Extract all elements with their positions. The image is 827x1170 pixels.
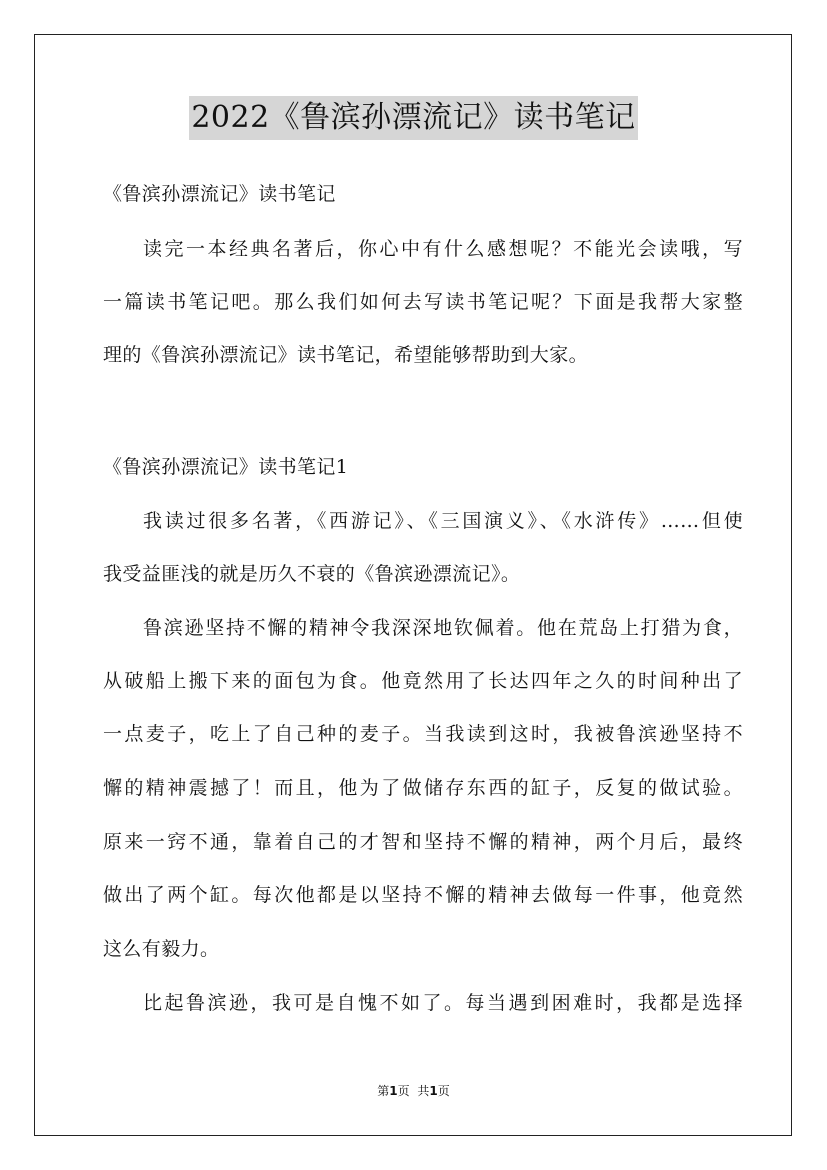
paragraph-line: 懈的精神震撼了！而且，他为了做储存东西的缸子，反复的做试验。 — [103, 777, 743, 799]
paragraph-line: 读完一本经典名著后，你心中有什么感想呢？不能光会读哦，写 — [143, 238, 743, 260]
paragraph-line: 从破船上搬下来的面包为食。他竟然用了长达四年之久的时间种出了 — [103, 670, 743, 692]
paragraph-line: 比起鲁滨逊，我可是自愧不如了。每当遇到困难时，我都是选择 — [143, 992, 743, 1014]
total-pages: 1 — [429, 1084, 438, 1098]
page-footer — [0, 1083, 827, 1099]
paragraph-line: 我读过很多名著，《西游记》、《三国演义》、《水浒传》……但使 — [143, 510, 743, 532]
page-prefix: 第 — [377, 1084, 390, 1098]
paragraph-line: 做出了两个缸。每次他都是以坚持不懈的精神去做每一件事，他竟然 — [103, 884, 743, 906]
paragraph-line: 理的《鲁滨孙漂流记》读书笔记，希望能够帮助到大家。 — [103, 344, 589, 366]
total-prefix: 共 — [417, 1084, 430, 1098]
section-heading: 《鲁滨孙漂流记》读书笔记1 — [103, 456, 349, 478]
paragraph-line: 一点麦子，吃上了自己种的麦子。当我读到这时，我被鲁滨逊坚持不 — [103, 723, 743, 745]
page-number: 1 — [389, 1084, 398, 1098]
paragraph-line: 原来一窍不通，靠着自己的才智和坚持不懈的精神，两个月后，最终 — [103, 831, 743, 853]
paragraph-line: 鲁滨逊坚持不懈的精神令我深深地钦佩着。他在荒岛上打猎为食， — [143, 617, 743, 639]
paragraph-line: 一篇读书笔记吧。那么我们如何去写读书笔记呢？下面是我帮大家整 — [103, 291, 743, 313]
page-suffix: 页 — [397, 1084, 410, 1098]
paragraph-line: 我受益匪浅的就是历久不衰的《鲁滨逊漂流记》。 — [103, 563, 521, 585]
title-container — [0, 96, 827, 140]
paragraph-line: 这么有毅力。 — [103, 938, 220, 960]
document-title: 2022《鲁滨孙漂流记》读书笔记 — [189, 96, 637, 140]
subtitle-line: 《鲁滨孙漂流记》读书笔记 — [103, 183, 336, 205]
total-suffix: 页 — [437, 1084, 450, 1098]
